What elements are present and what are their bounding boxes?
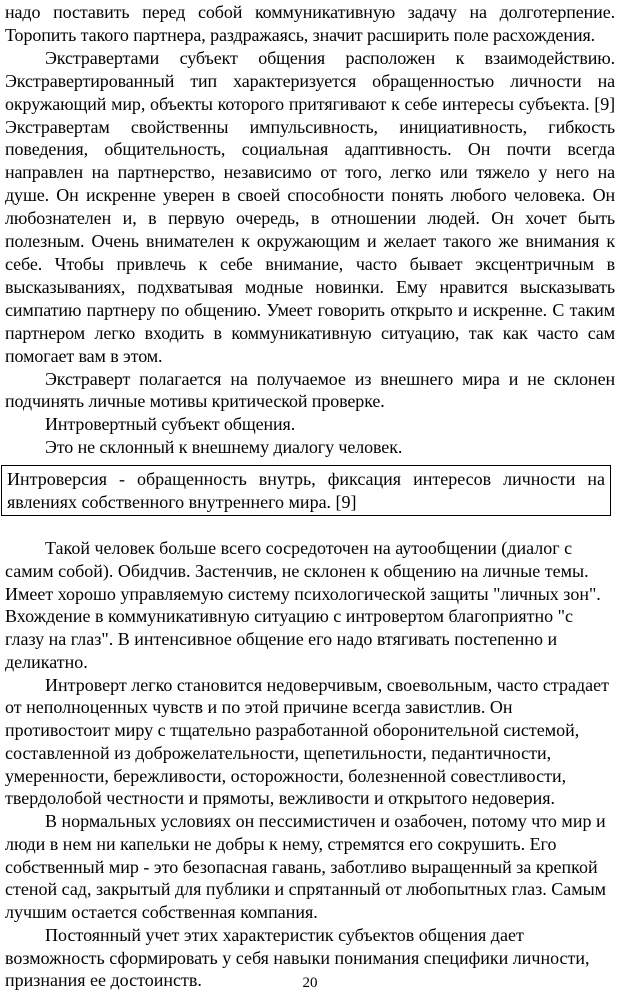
paragraph-introvert-intro: Это не склонный к внешнему диалогу человек. bbox=[45, 437, 403, 458]
paragraph-extravert-reliance: Экстраверт полагается на получаемое из внешнего мира и не склонен подчинять личные мотивы критической проверке. bbox=[5, 368, 615, 412]
paragraph-introvert-description: Такой человек больше всего сосредоточен на аутообщении (диалог с самим собой). Обидчив. Застенчив, не склонен к общению на личные темы. Имеет хорошо управляемую систему психологической защиты "личных зон". Вхождение в коммуникативную ситуацию с интровертом благоприятно "с глазу на глаз". В интенсивное общение его надо втягивать постепенно и деликатно. bbox=[5, 538, 601, 672]
text-block-bottom bbox=[5, 537, 615, 992]
paragraph-extraverts: Экстравертами субъект общения расположен к взаимодействию. Экстравертированный тип характеризуется обращенностью личности на окружающий мир, объекты которого притягивают к себе интересы субъекта. [9] Экстравертам свойственны импульсивность, инициативность, гибкость поведения, общительность, социальная адаптивность. Он почти всегда направлен на партнерство, независимо от того, легко или тяжело у него на душе. Он искренне уверен в своей способности понять любого человека. Он любознателен и, в первую очередь, в отношении людей. Он хочет быть полезным. Очень внимателен к окружающим и желает такого же внимания к себе. Чтобы привлечь к себе внимание, часто бывает эксцентричным в высказываниях, подхватывая модные новинки. Ему нравится высказывать симпатию партнеру по общению. Умеет говорить открыто и искренне. С таким партнером легко входить в коммуникативную ситуацию, так как часто сам помогает вам в этом. bbox=[5, 47, 615, 366]
page-number: 20 bbox=[302, 975, 318, 991]
paragraph-continuation: надо поставить перед собой коммуникативную задачу на долготерпение. Торопить такого партнера, раздражаясь, значит расширить поле расхождения. bbox=[5, 2, 615, 45]
paragraph-introvert-heading: Интровертный субъект общения. bbox=[45, 414, 296, 435]
text-block-top bbox=[5, 1, 615, 459]
paragraph-introvert-traits: Интроверт легко становится недоверчивым, своевольным, часто страдает от неполноценных чувств и по этой причине всегда завистлив. Он противостоит миру с тщательно разработанной оборонительной системой, составленной из доброжелательности, щепетильности, педантичности, умеренности, бережливости, осторожности, болезненной совестливости, твердолобой честности и прямоты, вежливости и открытого недоверия. bbox=[5, 674, 609, 809]
definition-text: Интроверсия - обращенность внутрь, фиксация интересов личности на явлениях собственного внутреннего мира. [9] bbox=[7, 469, 605, 512]
paragraph-introvert-world: В нормальных условиях он пессимистичен и озабочен, потому что мир и люди в нем ни капельки не добры к нему, стремятся его сокрушить. Его собственный мир - это безопасная гавань, заботливо выращенный за крепкой стеной сад, закрытый для публики и спрятанный от любопытных глаз. Самым лучшим остается собственная компания. bbox=[5, 811, 607, 922]
definition-box bbox=[1, 465, 611, 516]
paragraph-conclusion: Постоянный учет этих характеристик субъектов общения дает возможность сформировать у себя навыки понимания специфики личности, признания ее достоинств. bbox=[5, 924, 590, 991]
